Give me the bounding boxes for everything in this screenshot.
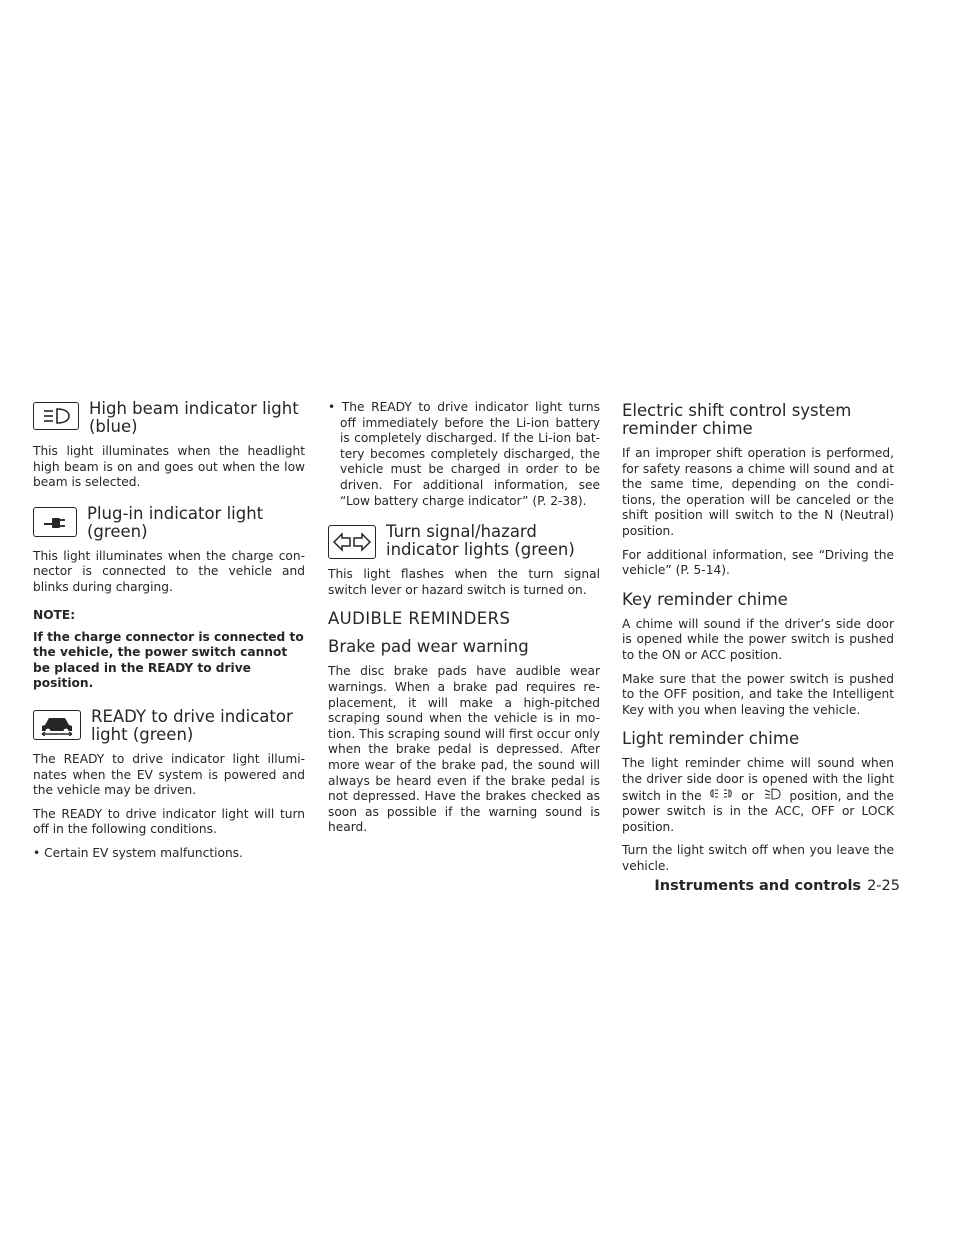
high-beam-title: High beam indicator light (blue) bbox=[89, 399, 299, 436]
ready-bullet-2: • The READY to drive indicator light turns off immediately before the Li-ion battery is completely discharged. If the Li-ion bat-tery becomes completely discharged, the vehicle must be charged in order to be driven. For additional information, see “Low battery charge indicator” (P. 2-38). bbox=[328, 400, 600, 508]
note-text: If the charge connector is connected to the vehicle, the power switch cannot be placed in the READY to drive position. bbox=[33, 629, 304, 691]
key-chime-text-2: Make sure that the power switch is pushed to the OFF position, and take the Intelligent Key with you when leaving the vehicle. bbox=[622, 671, 894, 717]
column-left bbox=[33, 400, 305, 870]
ready-title: READY to drive indicator light (green) bbox=[91, 706, 293, 744]
plug-icon bbox=[33, 507, 77, 537]
light-chime-text-1a: The light reminder chime will sound when the driver side door is opened with the light switch in the bbox=[622, 756, 894, 803]
high-beam-icon bbox=[33, 402, 79, 430]
plug-in-text: This light illuminates when the charge con-nector is connected to the vehicle and blinks during charging. bbox=[33, 548, 305, 594]
brake-pad-title: Brake pad wear warning bbox=[328, 637, 529, 657]
shift-chime-text-1: If an improper shift operation is performed, for safety reasons a chime will sound and at the same time, depending on the condi-tions, the operation will be canceled or the shift position will switch to the N (Neutral) position. bbox=[622, 446, 894, 538]
note-label: NOTE: bbox=[33, 607, 76, 622]
footer-section-name: Instruments and controls bbox=[654, 878, 862, 894]
parking-light-icon bbox=[710, 788, 732, 804]
light-chime-text-2: Turn the light switch off when you leave the vehicle. bbox=[622, 843, 894, 873]
headlight-icon bbox=[763, 788, 781, 805]
shift-chime-title: Electric shift control system reminder chime bbox=[622, 401, 852, 438]
key-chime-text-1: A chime will sound if the driver’s side door is opened while the power switch is pushed to the ON or ACC position. bbox=[622, 616, 894, 662]
turn-signal-title: Turn signal/hazard indicator lights (green) bbox=[386, 522, 575, 560]
light-chime-or: or bbox=[741, 788, 754, 803]
car-icon bbox=[33, 710, 81, 740]
plug-in-title: Plug-in indicator light (green) bbox=[87, 503, 264, 541]
ready-text-1: The READY to drive indicator light illumi-nates when the EV system is powered and the vehicle may be driven. bbox=[33, 751, 305, 798]
turn-signal-text: This light flashes when the turn signal switch lever or hazard switch is turned on. bbox=[328, 567, 600, 597]
high-beam-heading bbox=[33, 400, 305, 436]
shift-chime-text-2: For additional information, see “Driving the vehicle” (P. 5-14). bbox=[622, 547, 894, 578]
page-footer bbox=[0, 878, 900, 894]
key-chime-title: Key reminder chime bbox=[622, 589, 788, 609]
light-chime-text-1b: position, and the power switch is in the ACC, OFF or LOCK position. bbox=[622, 788, 895, 834]
ready-bullet-1: • Certain EV system malfunctions. bbox=[33, 845, 243, 860]
ready-text-2: The READY to drive indicator light will turn off in the following conditions. bbox=[33, 806, 305, 837]
audible-reminders-title: AUDIBLE REMINDERS bbox=[328, 609, 511, 629]
light-chime-title: Light reminder chime bbox=[622, 729, 800, 749]
column-right bbox=[622, 400, 894, 882]
ready-heading bbox=[33, 708, 305, 744]
column-middle bbox=[328, 400, 600, 844]
turn-signal-icon bbox=[328, 525, 376, 559]
page-number: 2-25 bbox=[867, 878, 900, 894]
high-beam-text: This light illuminates when the headlight high beam is on and goes out when the low beam is selected. bbox=[33, 444, 305, 490]
plug-in-heading bbox=[33, 505, 305, 541]
turn-signal-heading bbox=[328, 523, 600, 559]
brake-pad-text: The disc brake pads have audible wear warnings. When a brake pad requires re-placement, it will make a high-pitched scraping sound when the vehicle is in mo-tion. This scraping sound will first occur only when the brake pedal is depressed. After more wear of the brake pad, the sound will always be heard even if the brake pedal is not depressed. Have the brakes checked as soon as possible if the warning sound is heard. bbox=[328, 664, 600, 835]
light-chime-text-1 bbox=[622, 756, 894, 835]
